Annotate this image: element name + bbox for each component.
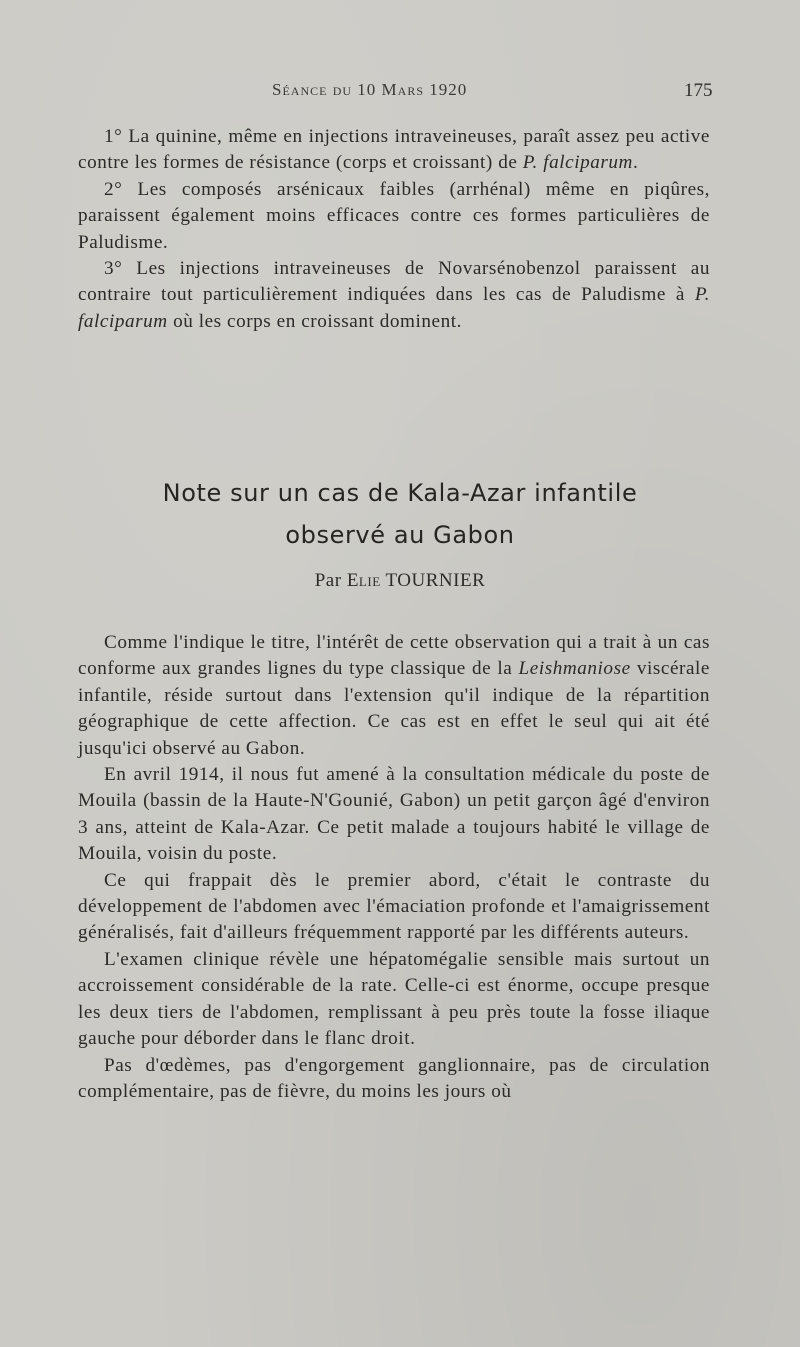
- conclusion-paragraph-2: 2° Les composés arsénicaux faibles (arrhénal) même en piqûres, paraissent également moins efficaces contre ces formes particulières de Paludisme.: [78, 178, 710, 253]
- running-header: [0, 80, 800, 110]
- article-body: [78, 630, 710, 1105]
- article-author: [0, 570, 800, 592]
- author-prefix: Par: [314, 570, 342, 591]
- conclusion-paragraph-3: 3° Les injections intraveineuses de Novarsénobenzol paraissent au contraire tout particulièrement indiquées dans les cas de Paludisme à P. falciparum où les corps en croissant dominent.: [78, 258, 710, 332]
- body-paragraph-4: L'examen clinique révèle une hépatomégalie sensible mais surtout un accroissement considérable de la rate. Celle-ci est énorme, occupe presque les deux tiers de l'abdomen, remplissant à peu près toute la fosse iliaque gauche pour déborder dans le flanc droit.: [78, 948, 710, 1050]
- body-paragraph-5: Pas d'œdèmes, pas d'engorgement ganglionnaire, pas de circulation complémentaire, pas de fièvre, du moins les jours où: [78, 1054, 710, 1102]
- page-number: 175: [684, 80, 713, 101]
- previous-article-conclusions: [78, 124, 710, 335]
- body-paragraph-3: Ce qui frappait dès le premier abord, c'était le contraste du développement de l'abdomen avec l'émaciation profonde et l'amaigrissement généralisés, fait d'ailleurs fréquemment rapporté par les différents auteurs.: [78, 869, 710, 944]
- article-title-line-2: observé au Gabon: [285, 521, 515, 549]
- author-name: Elie TOURNIER: [346, 570, 486, 591]
- article-title-line-1: Note sur un cas de Kala-Azar infantile: [162, 479, 638, 507]
- article-title: [60, 472, 740, 556]
- body-paragraph-2: En avril 1914, il nous fut amené à la consultation médicale du poste de Mouila (bassin de la Haute-N'Gounié, Gabon) un petit garçon âgé d'environ 3 ans, atteint de Kala-Azar. Ce petit malade a toujours habité le village de Mouila, voisin du poste.: [78, 764, 710, 865]
- running-title: Séance du 10 Mars 1920: [272, 80, 468, 99]
- conclusion-paragraph-1: 1° La quinine, même en injections intraveineuses, paraît assez peu active contre les formes de résistance (corps et croissant) de P. falciparum.: [78, 126, 710, 174]
- body-paragraph-1: Comme l'indique le titre, l'intérêt de cette observation qui a trait à un cas conforme aux grandes lignes du type classique de la Leishmaniose viscérale infantile, réside surtout dans l'extension qu'il indique de la répartition géographique de cette affection. Ce cas est en effet le seul qui ait été jusqu'ici observé au Gabon.: [78, 632, 710, 759]
